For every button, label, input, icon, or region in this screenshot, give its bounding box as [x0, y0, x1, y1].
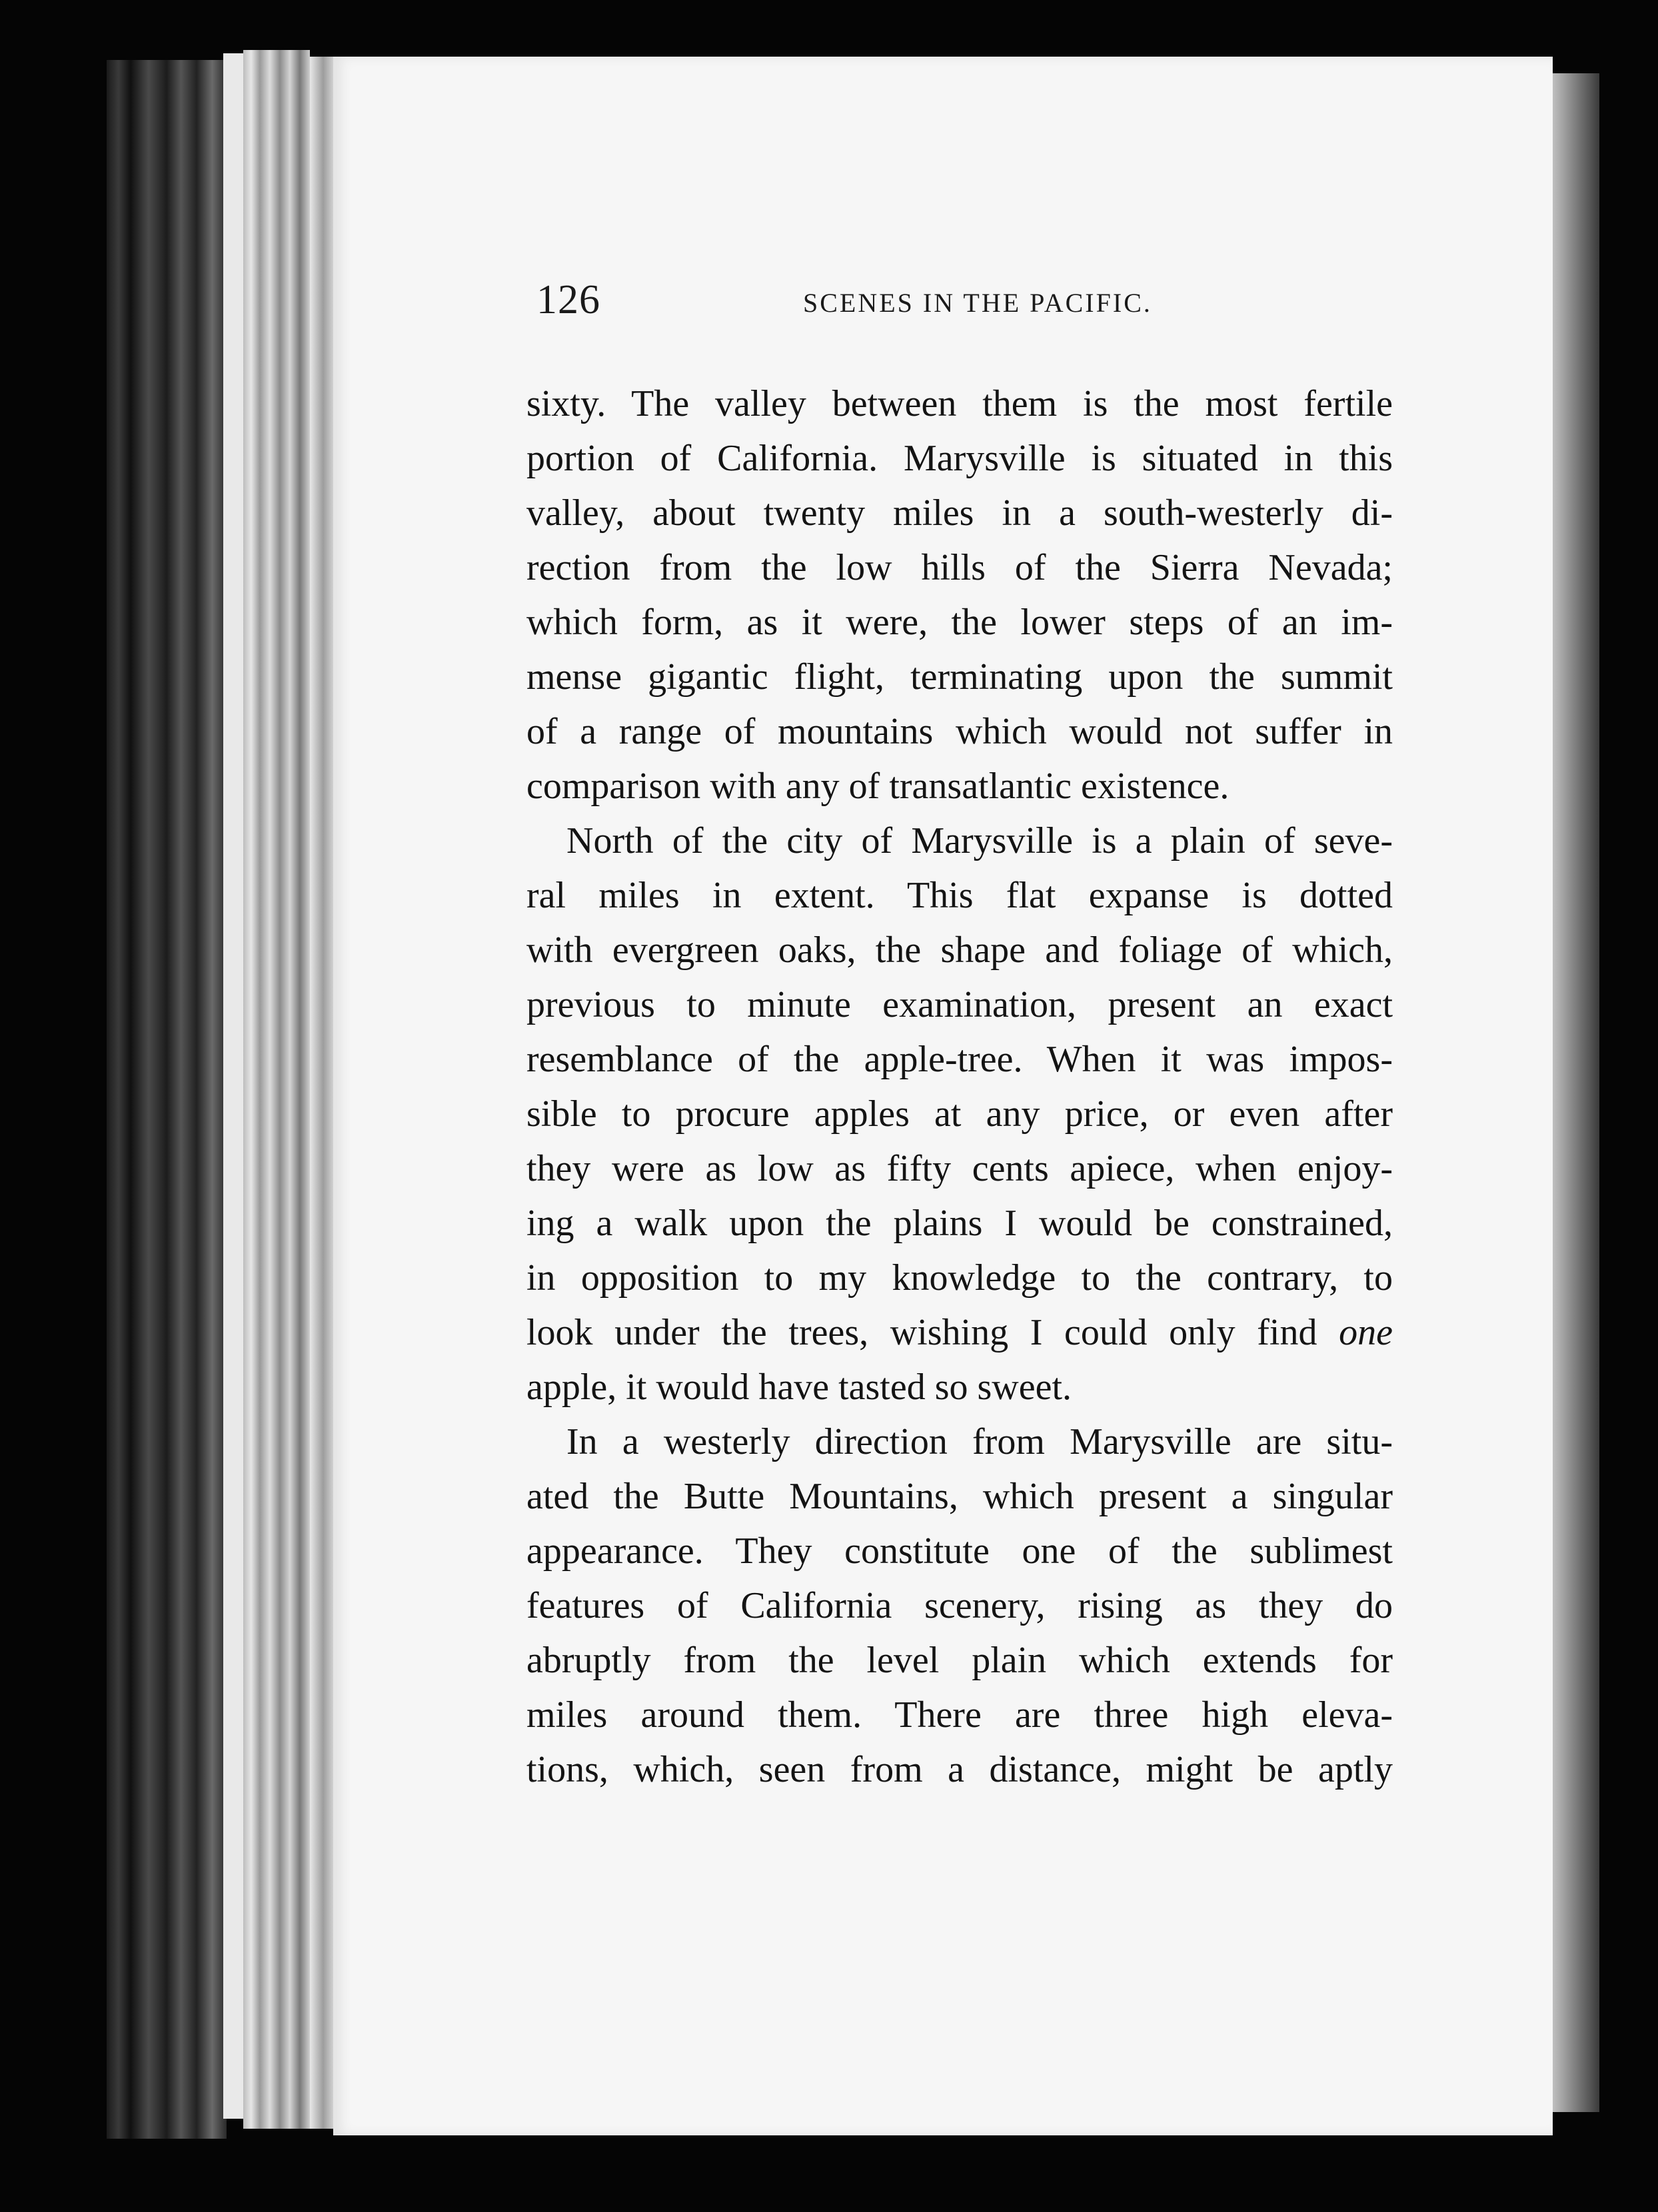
- running-head: [536, 276, 1396, 330]
- text-line: ral miles in extent. This flat expanse is dotted: [526, 875, 1393, 916]
- text-line: tions, which, seen from a distance, might be aptly: [526, 1749, 1393, 1790]
- page-stack-edge: [310, 57, 337, 2129]
- page-stack-edge: [107, 60, 227, 2139]
- book-page: [333, 57, 1553, 2135]
- text-line: In a westerly direction from Marysville are situ-: [566, 1421, 1393, 1462]
- text-line: apple, it would have tasted so sweet.: [526, 1367, 1072, 1408]
- text-segment: look under the trees, wishing I could only find: [526, 1312, 1317, 1353]
- text-line: miles around them. There are three high eleva-: [526, 1694, 1393, 1736]
- text-line: of a range of mountains which would not suffer in: [526, 711, 1393, 752]
- text-line: features of California scenery, rising as they do: [526, 1585, 1393, 1626]
- text-line: resemblance of the apple-tree. When it was impos-: [526, 1039, 1393, 1080]
- body-text: [526, 376, 1393, 1797]
- text-line: comparison with any of transatlantic existence.: [526, 766, 1230, 807]
- italic-word: one: [1339, 1312, 1393, 1353]
- text-line: mense gigantic flight, terminating upon the summit: [526, 656, 1393, 698]
- text-line: sixty. The valley between them is the most fertile: [526, 383, 1393, 424]
- text-line: portion of California. Marysville is situated in this: [526, 438, 1393, 479]
- text-line: with evergreen oaks, the shape and foliage of which,: [526, 929, 1393, 971]
- text-line: ing a walk upon the plains I would be constrained,: [526, 1203, 1393, 1244]
- text-line: abruptly from the level plain which extends for: [526, 1640, 1393, 1681]
- text-line: valley, about twenty miles in a south-westerly di-: [526, 492, 1393, 534]
- text-line: in opposition to my knowledge to the contrary, to: [526, 1257, 1393, 1299]
- text-line: North of the city of Marysville is a plain of seve-: [566, 820, 1393, 861]
- text-line: ated the Butte Mountains, which present a singular: [526, 1476, 1393, 1517]
- text-line: they were as low as fifty cents apiece, when enjoy-: [526, 1148, 1393, 1189]
- page-stack-edge: [243, 50, 310, 2129]
- running-title: SCENES IN THE PACIFIC.: [803, 288, 1152, 318]
- text-line: which form, as it were, the lower steps of an im-: [526, 602, 1393, 643]
- page-stack-edge: [223, 53, 243, 2119]
- text-line: sible to procure apples at any price, or even after: [526, 1093, 1393, 1135]
- text-line-with-italic: [526, 1305, 1393, 1360]
- page-number: 126: [536, 277, 600, 322]
- text-line: previous to minute examination, present an exact: [526, 984, 1393, 1025]
- text-line: rection from the low hills of the Sierra Nevada;: [526, 547, 1393, 588]
- text-line: appearance. They constitute one of the sublimest: [526, 1530, 1393, 1572]
- right-page-shadow: [1553, 73, 1599, 2112]
